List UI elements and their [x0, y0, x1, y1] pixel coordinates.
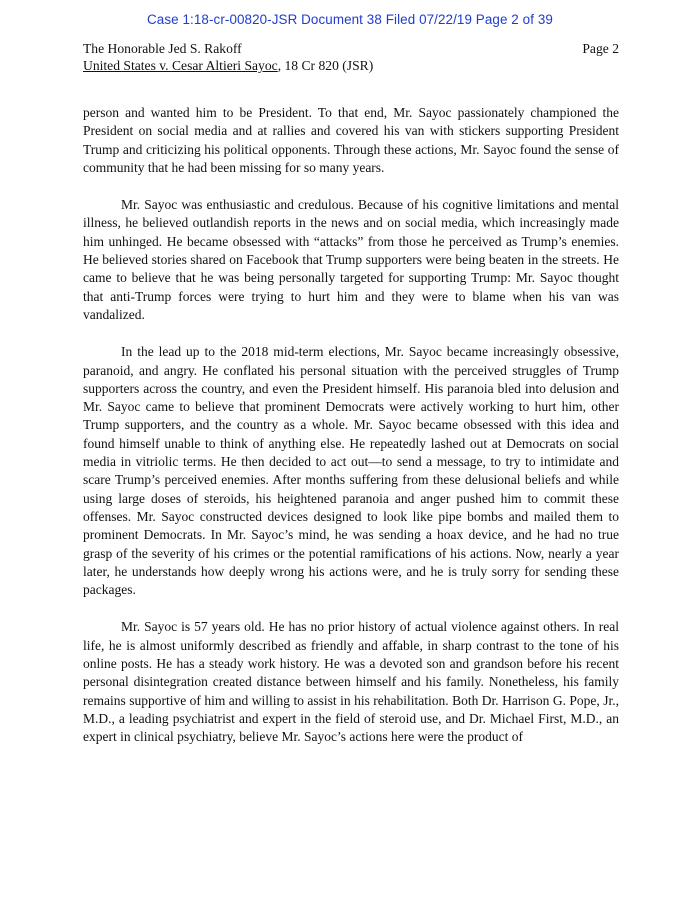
paragraph: Mr. Sayoc is 57 years old. He has no prior history of actual violence against others. In real life, he is almost uniformly described as friendly and affable, in sharp contrast to the tone of his online posts. He has a steady work history. He was a devoted son and grandson before his recent personal disintegration created distance between himself and his family. Nonetheless, his family remains supportive of him and willing to assist in his rehabilitation. Both Dr. Harrison G. Pope, Jr., M.D., a leading psychiatrist and expert in the field of steroid use, and Dr. Michael First, M.D., an expert in clinical psychiatry, believe Mr. Sayoc’s actions here were the product of: [83, 619, 619, 745]
addressee-line: [83, 40, 623, 57]
letter-body: [83, 104, 619, 766]
ecf-filing-header: Case 1:18-cr-00820-JSR Document 38 Filed 07/22/19 Page 2 of 39: [147, 12, 553, 27]
letter-header: [83, 40, 623, 74]
addressee: The Honorable Jed S. Rakoff: [83, 41, 242, 56]
paragraph: In the lead up to the 2018 mid-term elections, Mr. Sayoc became increasingly obsessive, paranoid, and angry. He conflated his personal situation with the perceived struggles of Trump supporters across the country, and even the President himself. His paranoia bled into delusion and Mr. Sayoc came to believe that prominent Democrats were actively working to hurt him, other Trump supporters, and the country as a whole. Mr. Sayoc became obsessed with this idea and found himself unable to think of anything else. He repeatedly lashed out at Democrats on social media in vitriolic terms. He then decided to act out—to send a message, to try to intimidate and scare Trump’s perceived enemies. After months suffering from these delusional beliefs and while using large doses of steroids, his heightened paranoia and anger pushed him to commit these offenses. Mr. Sayoc constructed devices designed to look like pipe bombs and mailed them to prominent Democrats. In Mr. Sayoc’s mind, he was sending a hoax device, and he had no true grasp of the severity of his crimes or the potential ramifications of his actions. Now, nearly a year later, he understands how deeply wrong his actions were, and he is truly sorry for sending these packages.: [83, 344, 619, 598]
page-number: Page 2: [582, 41, 619, 56]
case-caption: United States v. Cesar Altieri Sayoc: [83, 58, 278, 73]
paragraph-continuation: person and wanted him to be President. To that end, Mr. Sayoc passionately championed the President on social media and at rallies and covered his van with stickers supporting President Trump and criticizing his political opponents. Through these actions, Mr. Sayoc found the sense of community that he had been missing for so many years.: [83, 105, 619, 175]
paragraph: Mr. Sayoc was enthusiastic and credulous. Because of his cognitive limitations and mental illness, he believed outlandish reports in the news and on social media, which increasingly made him unhinged. He became obsessed with “attacks” from those he perceived as Trump’s enemies. He believed stories shared on Facebook that Trump supporters were being beaten in the streets. He came to believe that he was being personally targeted for supporting Trump: Mr. Sayoc thought that anti-Trump forces were trying to hurt him and they were to blame when his van was vandalized.: [83, 197, 619, 322]
case-number: , 18 Cr 820 (JSR): [277, 58, 374, 73]
case-caption-line: [83, 57, 623, 74]
